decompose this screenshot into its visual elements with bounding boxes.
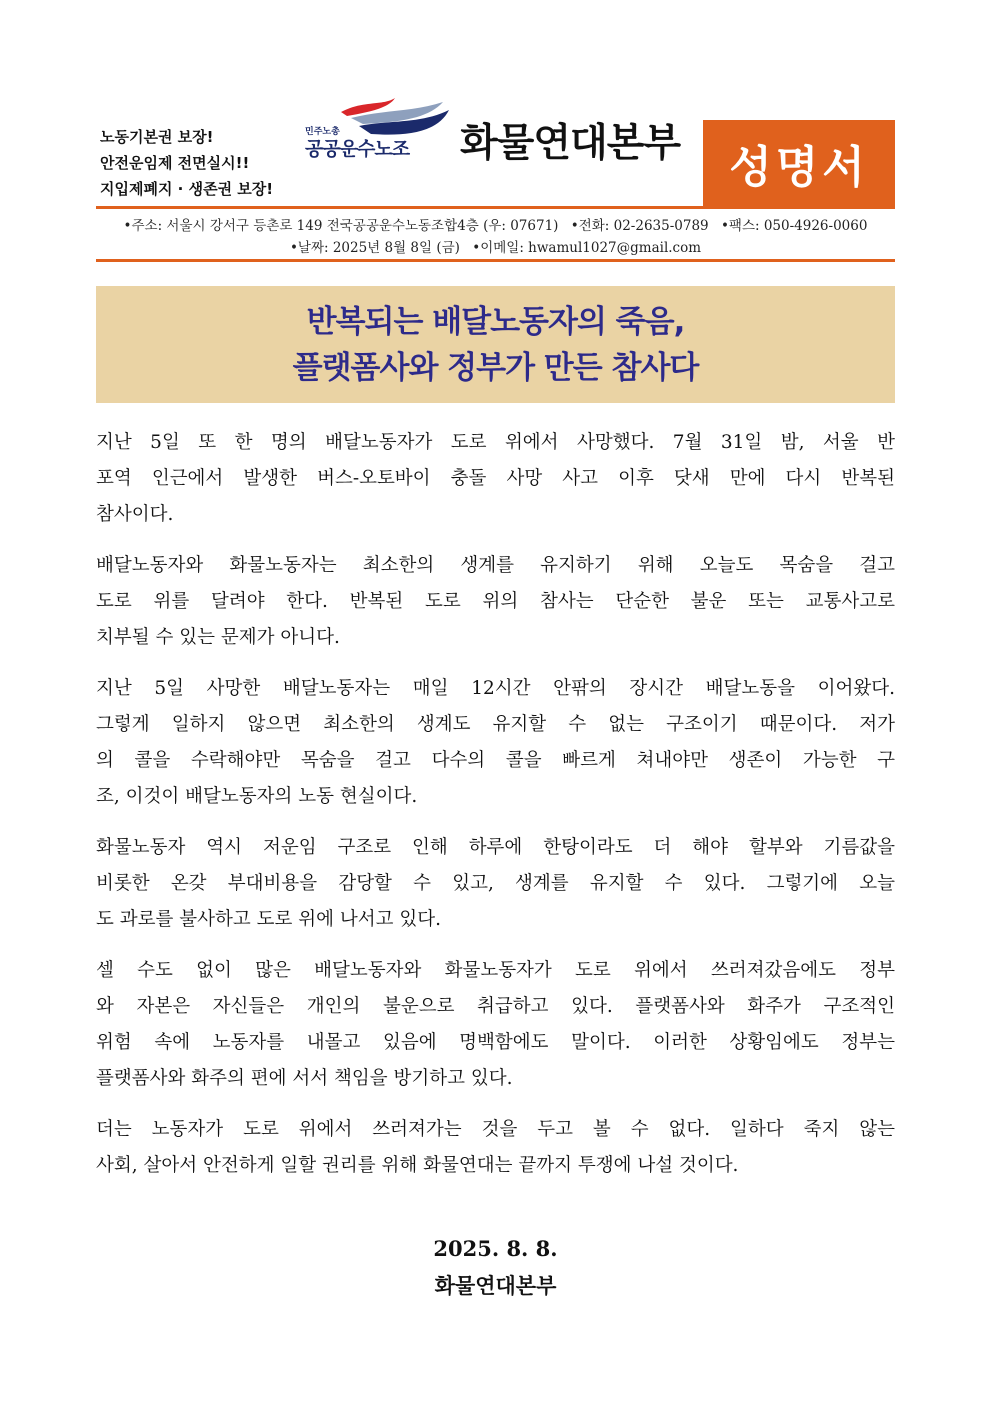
paragraph-line: 배달노동자와 화물노동자는 최소한의 생계를 유지하기 위해 오늘도 목숨을 걸고 (96, 555, 895, 576)
paragraph-line: 사회, 살아서 안전하게 일할 권리를 위해 화물연대는 끝까지 투쟁에 나설 것이다. (96, 1155, 739, 1176)
paragraph-line: 의 콜을 수락해야만 목숨을 걸고 다수의 콜을 빠르게 쳐내야만 생존이 가능한 구 (96, 750, 895, 771)
footer-date: 2025. 8. 8. (433, 1236, 558, 1261)
title-line-2: 플랫폼사와 정부가 만든 참사다 (292, 349, 699, 386)
statement-body (96, 425, 895, 1199)
contact-fax: •팩스: 050-4926-0060 (720, 218, 868, 234)
paragraph-line: 지난 5일 사망한 배달노동자는 매일 12시간 안팎의 장시간 배달노동을 이어왔다. (96, 678, 895, 699)
logo-small-text: 민주노총 (305, 127, 340, 137)
paragraph-line: 플랫폼사와 화주의 편에 서서 책임을 방기하고 있다. (96, 1068, 513, 1089)
paragraph-2 (96, 548, 895, 656)
contact-line-1 (96, 214, 895, 234)
contact-address: •주소: 서울시 강서구 등촌로 149 전국공공운수노동조합4층 (우: 07671) (123, 218, 559, 234)
paragraph-line: 도 과로를 불사하고 도로 위에 나서고 있다. (96, 909, 441, 930)
slogan-2: 안전운임제 전면실시!! (100, 154, 250, 172)
contact-line-2 (96, 236, 895, 256)
paragraph-3 (96, 671, 895, 815)
paragraph-line: 화물노동자 역시 저운임 구조로 인해 하루에 한탕이라도 더 해야 할부와 기름값을 (96, 837, 895, 858)
paragraph-line: 포역 인근에서 발생한 버스-오토바이 충돌 사망 사고 이후 닷새 만에 다시 반복된 (96, 468, 895, 489)
paragraph-line: 지난 5일 또 한 명의 배달노동자가 도로 위에서 사망했다. 7월 31일 밤, 서울 반 (96, 432, 895, 453)
logo-big-text: 공공운수노조 (305, 138, 410, 160)
paragraph-6 (96, 1112, 895, 1184)
statement-badge: 성명서 (703, 120, 895, 206)
header-rule-bottom (96, 259, 895, 262)
paragraph-line: 위험 속에 노동자를 내몰고 있음에 명백함에도 말이다. 이러한 상황임에도 정부는 (96, 1032, 895, 1053)
contact-phone: •전화: 02-2635-0789 (570, 218, 709, 234)
paragraph-4 (96, 830, 895, 938)
header-rule-top (96, 206, 895, 209)
paragraph-line: 치부될 수 있는 문제가 아니다. (96, 627, 340, 648)
title-line-1: 반복되는 배달노동자의 죽음, (306, 303, 685, 340)
statement-title-box (96, 286, 895, 403)
contact-email: •이메일: hwamul1027@gmail.com (472, 240, 702, 256)
paragraph-line: 참사이다. (96, 504, 174, 525)
paragraph-5 (96, 953, 895, 1097)
paragraph-line: 도로 위를 달려야 한다. 반복된 도로 위의 참사는 단순한 불운 또는 교통사고로 (96, 591, 895, 612)
paragraph-1 (96, 425, 895, 533)
paragraph-line: 조, 이것이 배달노동자의 노동 현실이다. (96, 786, 418, 807)
footer-signer: 화물연대본부 (434, 1273, 557, 1298)
slogan-1: 노동기본권 보장! (100, 128, 214, 146)
paragraph-line: 셀 수도 없이 많은 배달노동자와 화물노동자가 도로 위에서 쓰러져갔음에도 정부 (96, 960, 895, 981)
paragraph-line: 그렇게 일하지 않으면 최소한의 생계도 유지할 수 없는 구조이기 때문이다. 저가 (96, 714, 895, 735)
slogan-block (100, 124, 300, 202)
contact-date: •날짜: 2025년 8월 8일 (금) (289, 240, 460, 256)
paragraph-line: 비롯한 온갖 부대비용을 감당할 수 있고, 생계를 유지할 수 있다. 그렇기에 오늘 (96, 873, 895, 894)
org-name: 화물연대본부 (460, 121, 681, 166)
paragraph-line: 더는 노동자가 도로 위에서 쓰러져가는 것을 두고 볼 수 없다. 일하다 죽지 않는 (96, 1119, 895, 1140)
slogan-3: 지입제폐지 · 생존권 보장! (100, 180, 274, 198)
paragraph-line: 와 자본은 자신들은 개인의 불운으로 취급하고 있다. 플랫폼사와 화주가 구조적인 (96, 996, 895, 1017)
